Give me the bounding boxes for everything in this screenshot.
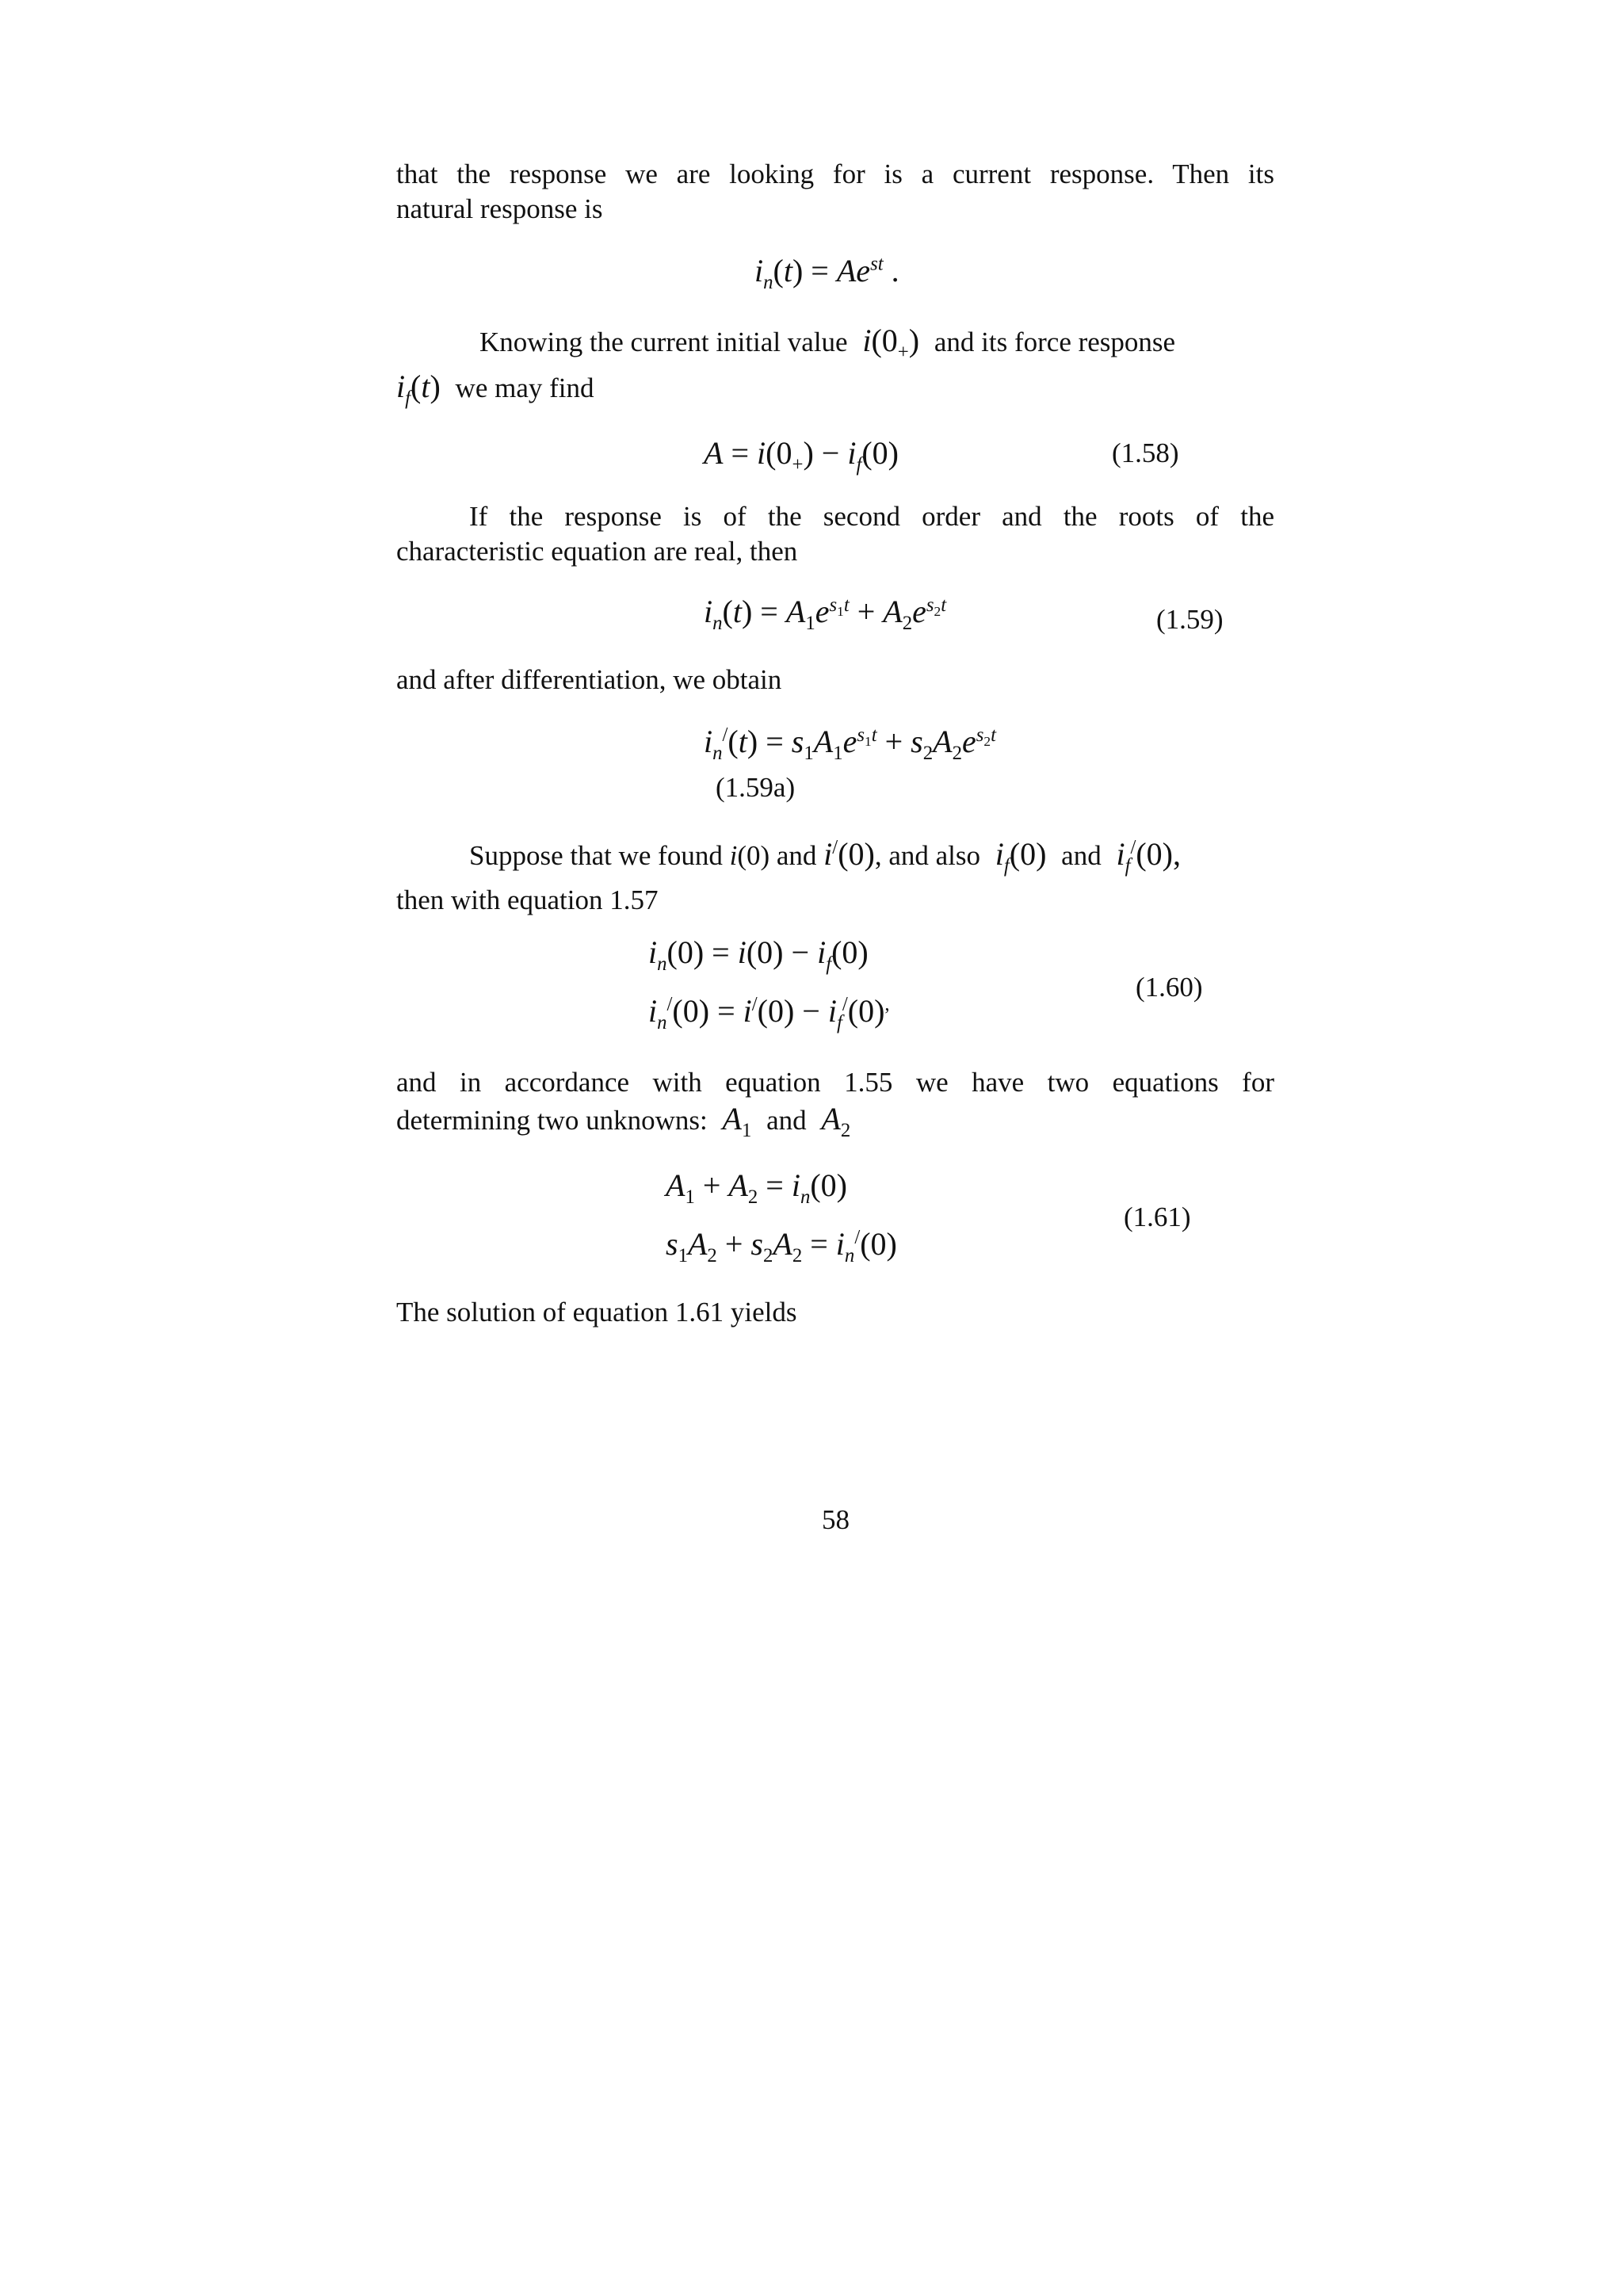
equation-1-61-line1: $A_1 + A_2 = i_n(0)$ [666,1167,847,1208]
paragraph-line: If the response is of the second order and the roots of the [469,501,1274,532]
equation-natural-response: $i_n(t) = Ae^{st}$ . [754,253,899,293]
equation-1-59a: $i_n^/(t) = s_1A_1e^{s_1t} + s_2A_2e^{s_2t}$ [704,724,996,764]
paragraph-line: and in accordance with equation 1.55 we have two equations for [396,1067,1274,1098]
equation-number: (1.58) [1112,437,1179,468]
math-inline: $A_1$ [722,1101,752,1141]
paragraph-line: characteristic equation are real, then [396,536,798,567]
paragraph-text: determining two unknowns: [396,1105,708,1136]
paragraph-text: and [1061,840,1102,871]
paragraph-text: Suppose that we found [469,840,723,871]
paragraph-line: natural response is [396,193,603,224]
paragraph-line: then with equation 1.57 [396,884,659,915]
equation-number: (1.61) [1124,1201,1191,1232]
math-inline: $i_f^/(0)$, [1116,836,1181,877]
paragraph-text: we may find [455,372,594,403]
paragraph-line [469,835,1181,875]
equation-1-60-line1: $i_n(0) = i(0) - i_f(0)$ [648,934,869,975]
equation-1-60-line2: $i_n^/(0) = i^/(0) - i_f^/(0)^,$ [648,993,890,1033]
equation-1-59: $i_n(t) = A_1e^{s_1t} + A_2e^{s_2t}$ [704,594,947,634]
equation-number: (1.60) [1136,972,1203,1003]
paragraph-line: and after differentiation, we obtain [396,664,782,695]
math-inline: $A_2$ [821,1101,851,1141]
paragraph-line: that the response we are looking for is a current response. Then its [396,159,1274,189]
math-inline: $i_f(0)$ [995,836,1055,877]
equation-number: (1.59a) [716,772,796,803]
paragraph-line: The solution of equation 1.61 yields [396,1297,797,1328]
math-inline: $i_f(t)$ [396,369,449,409]
equation-1-61-line2: $s_1A_2 + s_2A_2 = i_n^/(0)$ [666,1226,897,1266]
paragraph-text: and [776,840,817,871]
math-inline: i/(0) [823,836,875,872]
paragraph-text: , and also [874,840,980,871]
paragraph-line [396,368,594,407]
equation-1-58: $A = i(0_+) - i_f(0)$ [704,435,899,476]
math-inline: $i(0_+)$ [862,323,928,363]
page-number: 58 [822,1504,850,1535]
paragraph-text: and its force response [934,327,1176,357]
paragraph-line [479,322,1175,361]
math-inline: i(0) [729,840,770,871]
paragraph-text: and [766,1105,807,1136]
equation-number: (1.59) [1156,604,1224,635]
paragraph-line [396,1100,850,1140]
paragraph-text: Knowing the current initial value [479,327,848,357]
